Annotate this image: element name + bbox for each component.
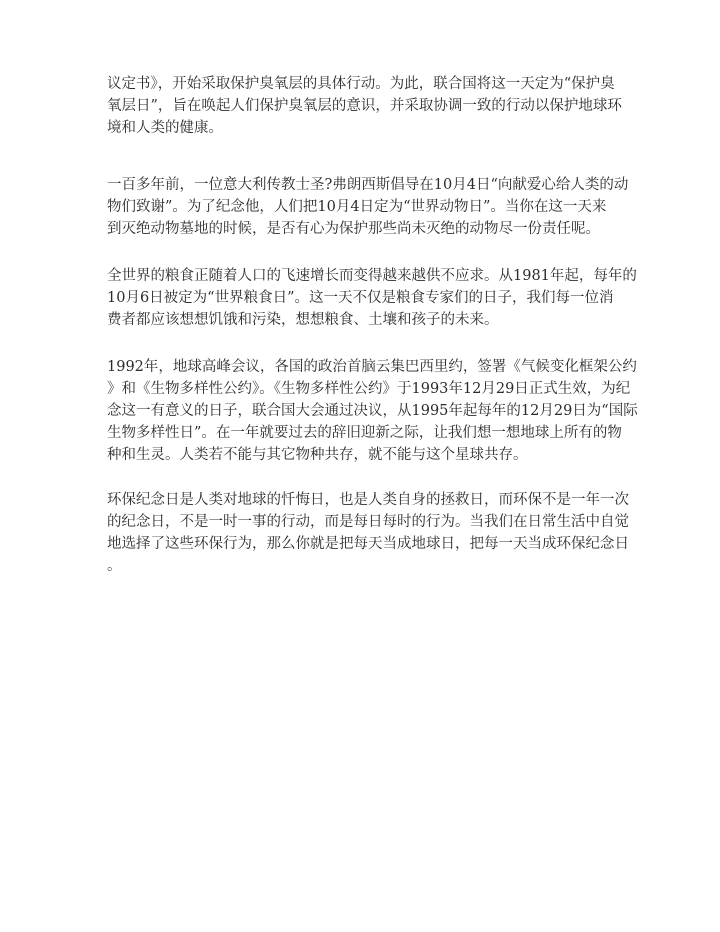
text-line: 》和《生物多样性公约》。《生物多样性公约》于1993年12月29日正式生效，为纪: [107, 381, 631, 397]
text-line: 念这一有意义的日子，联合国大会通过决议，从1995年起每年的12月29日为“国际: [107, 403, 638, 419]
text-line: 。: [107, 558, 122, 574]
text-line: 生物多样性日”。在一年就要过去的辞旧迎新之际，让我们想一想地球上所有的物: [107, 425, 622, 441]
paragraph-ozone-day: [107, 73, 622, 139]
paragraph-environment-days: [107, 489, 629, 577]
text-line: 费者都应该想想饥饿和污染，想想粮食、土壤和孩子的未来。: [107, 312, 499, 328]
text-line: 全世界的粮食正随着人口的飞速增长而变得越来越供不应求。从1981年起，每年的: [107, 268, 637, 284]
text-line: 种和生灵。人类若不能与其它物种共存，就不能与这个星球共存。: [107, 447, 528, 463]
text-line: 物们致谢”。为了纪念他，人们把10月4日定为“世界动物日”。当你在这一天来: [107, 199, 607, 215]
paragraph-animal-day: [107, 174, 629, 240]
paragraph-food-day: [107, 265, 637, 331]
paragraph-biodiversity-day: [107, 356, 638, 466]
text-line: 一百多年前，一位意大利传教士圣?弗朗西斯倡导在10月4日“向献爱心给人类的动: [107, 177, 629, 193]
text-line: 的纪念日，不是一时一事的行动，而是每日每时的行为。当我们在日常生活中自觉: [107, 514, 629, 530]
text-line: 10月6日被定为“世界粮食日”。这一天不仅是粮食专家们的日子，我们每一位消: [107, 290, 614, 306]
text-line: 议定书》，开始采取保护臭氧层的具体行动。为此，联合国将这一天定为“保护臭: [107, 76, 615, 92]
text-line: 1992年，地球高峰会议，各国的政治首脑云集巴西里约，签署《气候变化框架公约: [107, 359, 637, 375]
text-line: 氧层日”，旨在唤起人们保护臭氧层的意识，并采取协调一致的行动以保护地球环: [107, 98, 622, 114]
text-line: 境和人类的健康。: [107, 120, 223, 136]
text-line: 到灭绝动物墓地的时候，是否有心为保护那些尚未灭绝的动物尽一份责任呢。: [107, 221, 600, 237]
text-line: 地选择了这些环保行为，那么你就是把每天当成地球日，把每一天当成环保纪念日: [107, 536, 629, 552]
text-line: 环保纪念日是人类对地球的忏悔日，也是人类自身的拯救日，而环保不是一年一次: [107, 492, 629, 508]
